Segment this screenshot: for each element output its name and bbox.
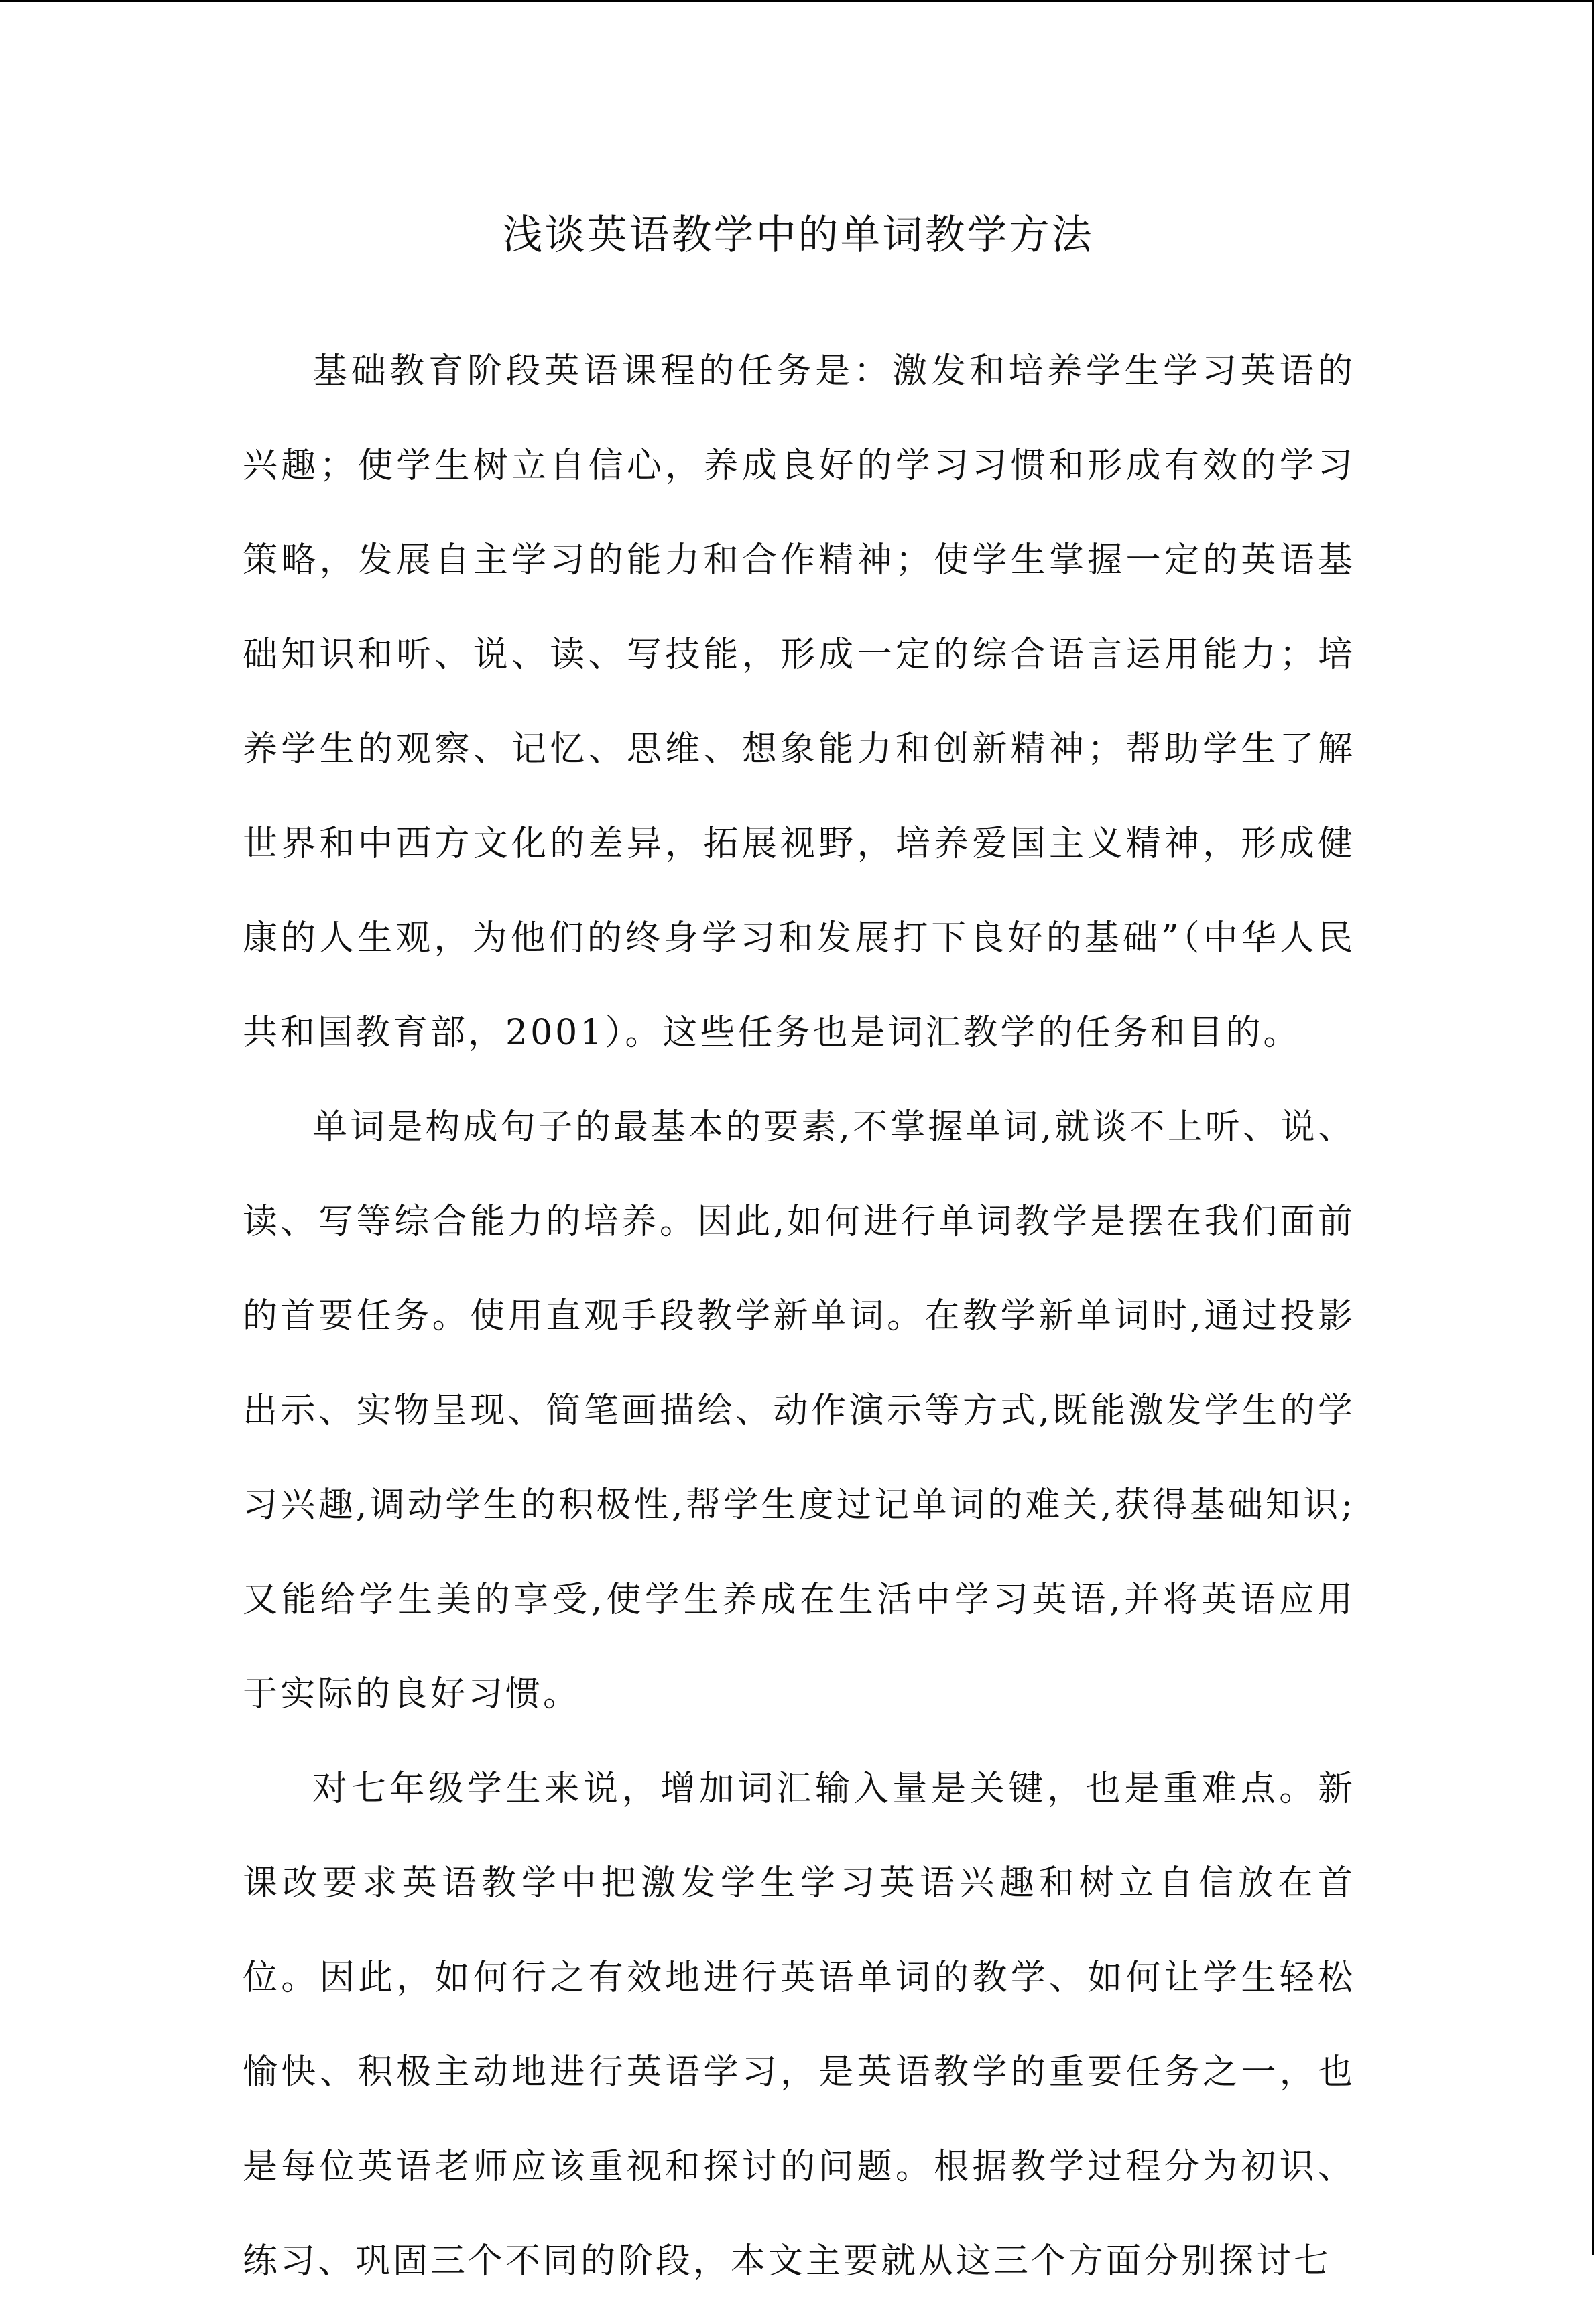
paragraph-1: 基础教育阶段英语课程的任务是：激发和培养学生学习英语的兴趣；使学生树立自信心，养成良好的学习习惯和形成有效的学习策略，发展自主学习的能力和合作精神；使学生掌握一定的英语基础知识和听、说、读、写技能，形成一定的综合语言运用能力；培养学生的观察、记忆、思维、想象能力和创新精神；帮助学生了解世界和中西方文化的差异，拓展视野，培养爱国主义精神，形成健康的人生观，为他们的终身学习和发展打下良好的基础”（中华人民共和国教育部，2001）。这些任务也是词汇教学的任务和目的。 (243, 351, 1355, 1053)
paragraph-3: 对七年级学生来说，增加词汇输入量是关键，也是重难点。新课改要求英语教学中把激发学生学习英语兴趣和树立自信放在首位。因此，如何行之有效地进行英语单词的教学、如何让学生轻松愉快、积极主动地进行英语学习，是英语教学的重要任务之一，也是每位英语老师应该重视和探讨的问题。根据教学过程分为初识、练习、巩固三个不同的阶段，本文主要就从这三个方面分别探讨七 (243, 1769, 1355, 2282)
paragraph-2: 单词是构成句子的最基本的要素,不掌握单词,就谈不上听、说、读、写等综合能力的培养。因此,如何进行单词教学是摆在我们面前的首要任务。使用直观手段教学新单词。在教学新单词时,通过投影出示、实物呈现、简笔画描绘、动作演示等方式,既能激发学生的学习兴趣,调动学生的积极性,帮学生度过记单词的难关,获得基础知识;又能给学生美的享受,使学生养成在生活中学习英语,并将英语应用于实际的良好习惯。 (243, 1107, 1355, 1714)
document-title: 浅谈英语教学中的单词教学方法 (502, 212, 1094, 259)
document-body (243, 324, 1355, 2309)
